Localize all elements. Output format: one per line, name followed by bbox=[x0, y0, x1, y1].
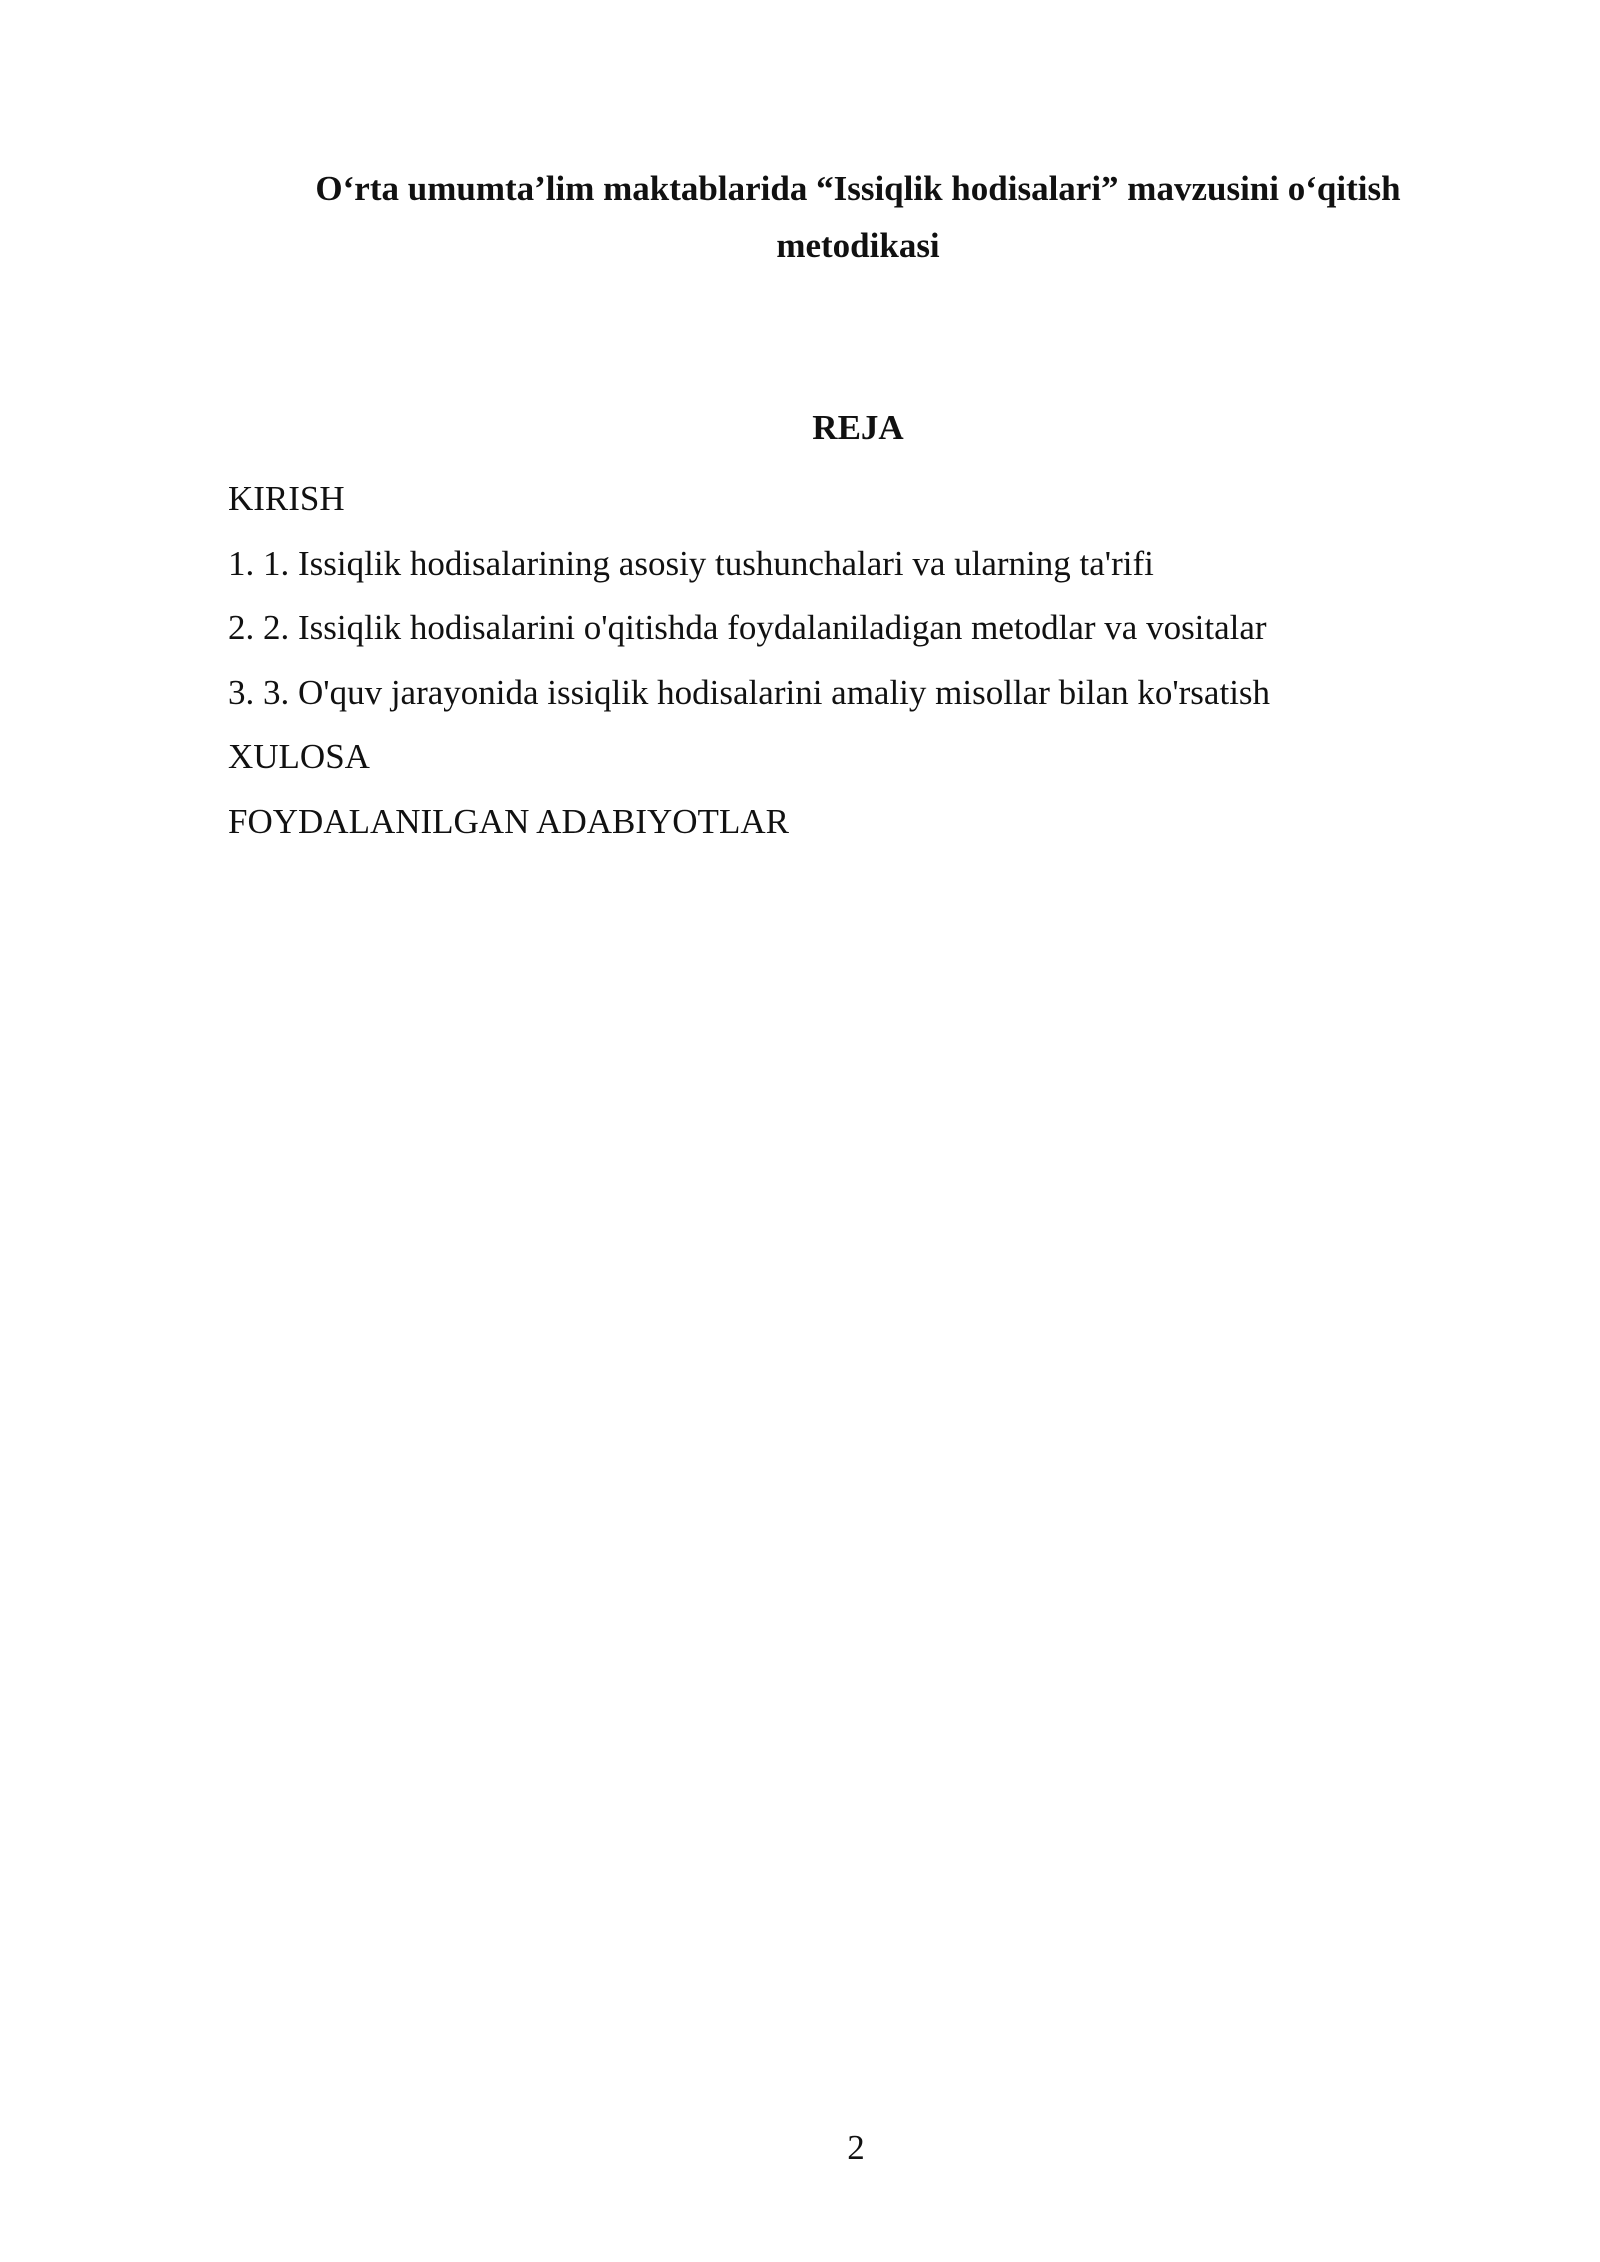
page-number: 2 bbox=[847, 2128, 865, 2167]
plan-heading: REJA bbox=[812, 408, 904, 447]
document-title bbox=[228, 160, 1488, 274]
document-title-line-1: O‘rta umumta’lim maktablarida “Issiqlik hodisalari” mavzusini o‘qitish bbox=[315, 169, 1401, 208]
toc-item-section-1: 1. 1. Issiqlik hodisalarining asosiy tushunchalari va ularning ta'rifi bbox=[228, 543, 1154, 583]
toc-item-section-2: 2. 2. Issiqlik hodisalarini o'qitishda foydalaniladigan metodlar va vositalar bbox=[228, 608, 1267, 647]
toc-item-section-3: 3. 3. O'quv jarayonida issiqlik hodisalarini amaliy misollar bilan ko'rsatish bbox=[228, 672, 1271, 712]
toc-item-introduction: KIRISH bbox=[228, 479, 345, 518]
document-title-line-2: metodikasi bbox=[776, 226, 940, 265]
toc-item-references: FOYDALANILGAN ADABIYOTLAR bbox=[228, 801, 789, 841]
table-of-contents bbox=[228, 473, 1428, 860]
toc-item-conclusion: XULOSA bbox=[228, 737, 370, 776]
